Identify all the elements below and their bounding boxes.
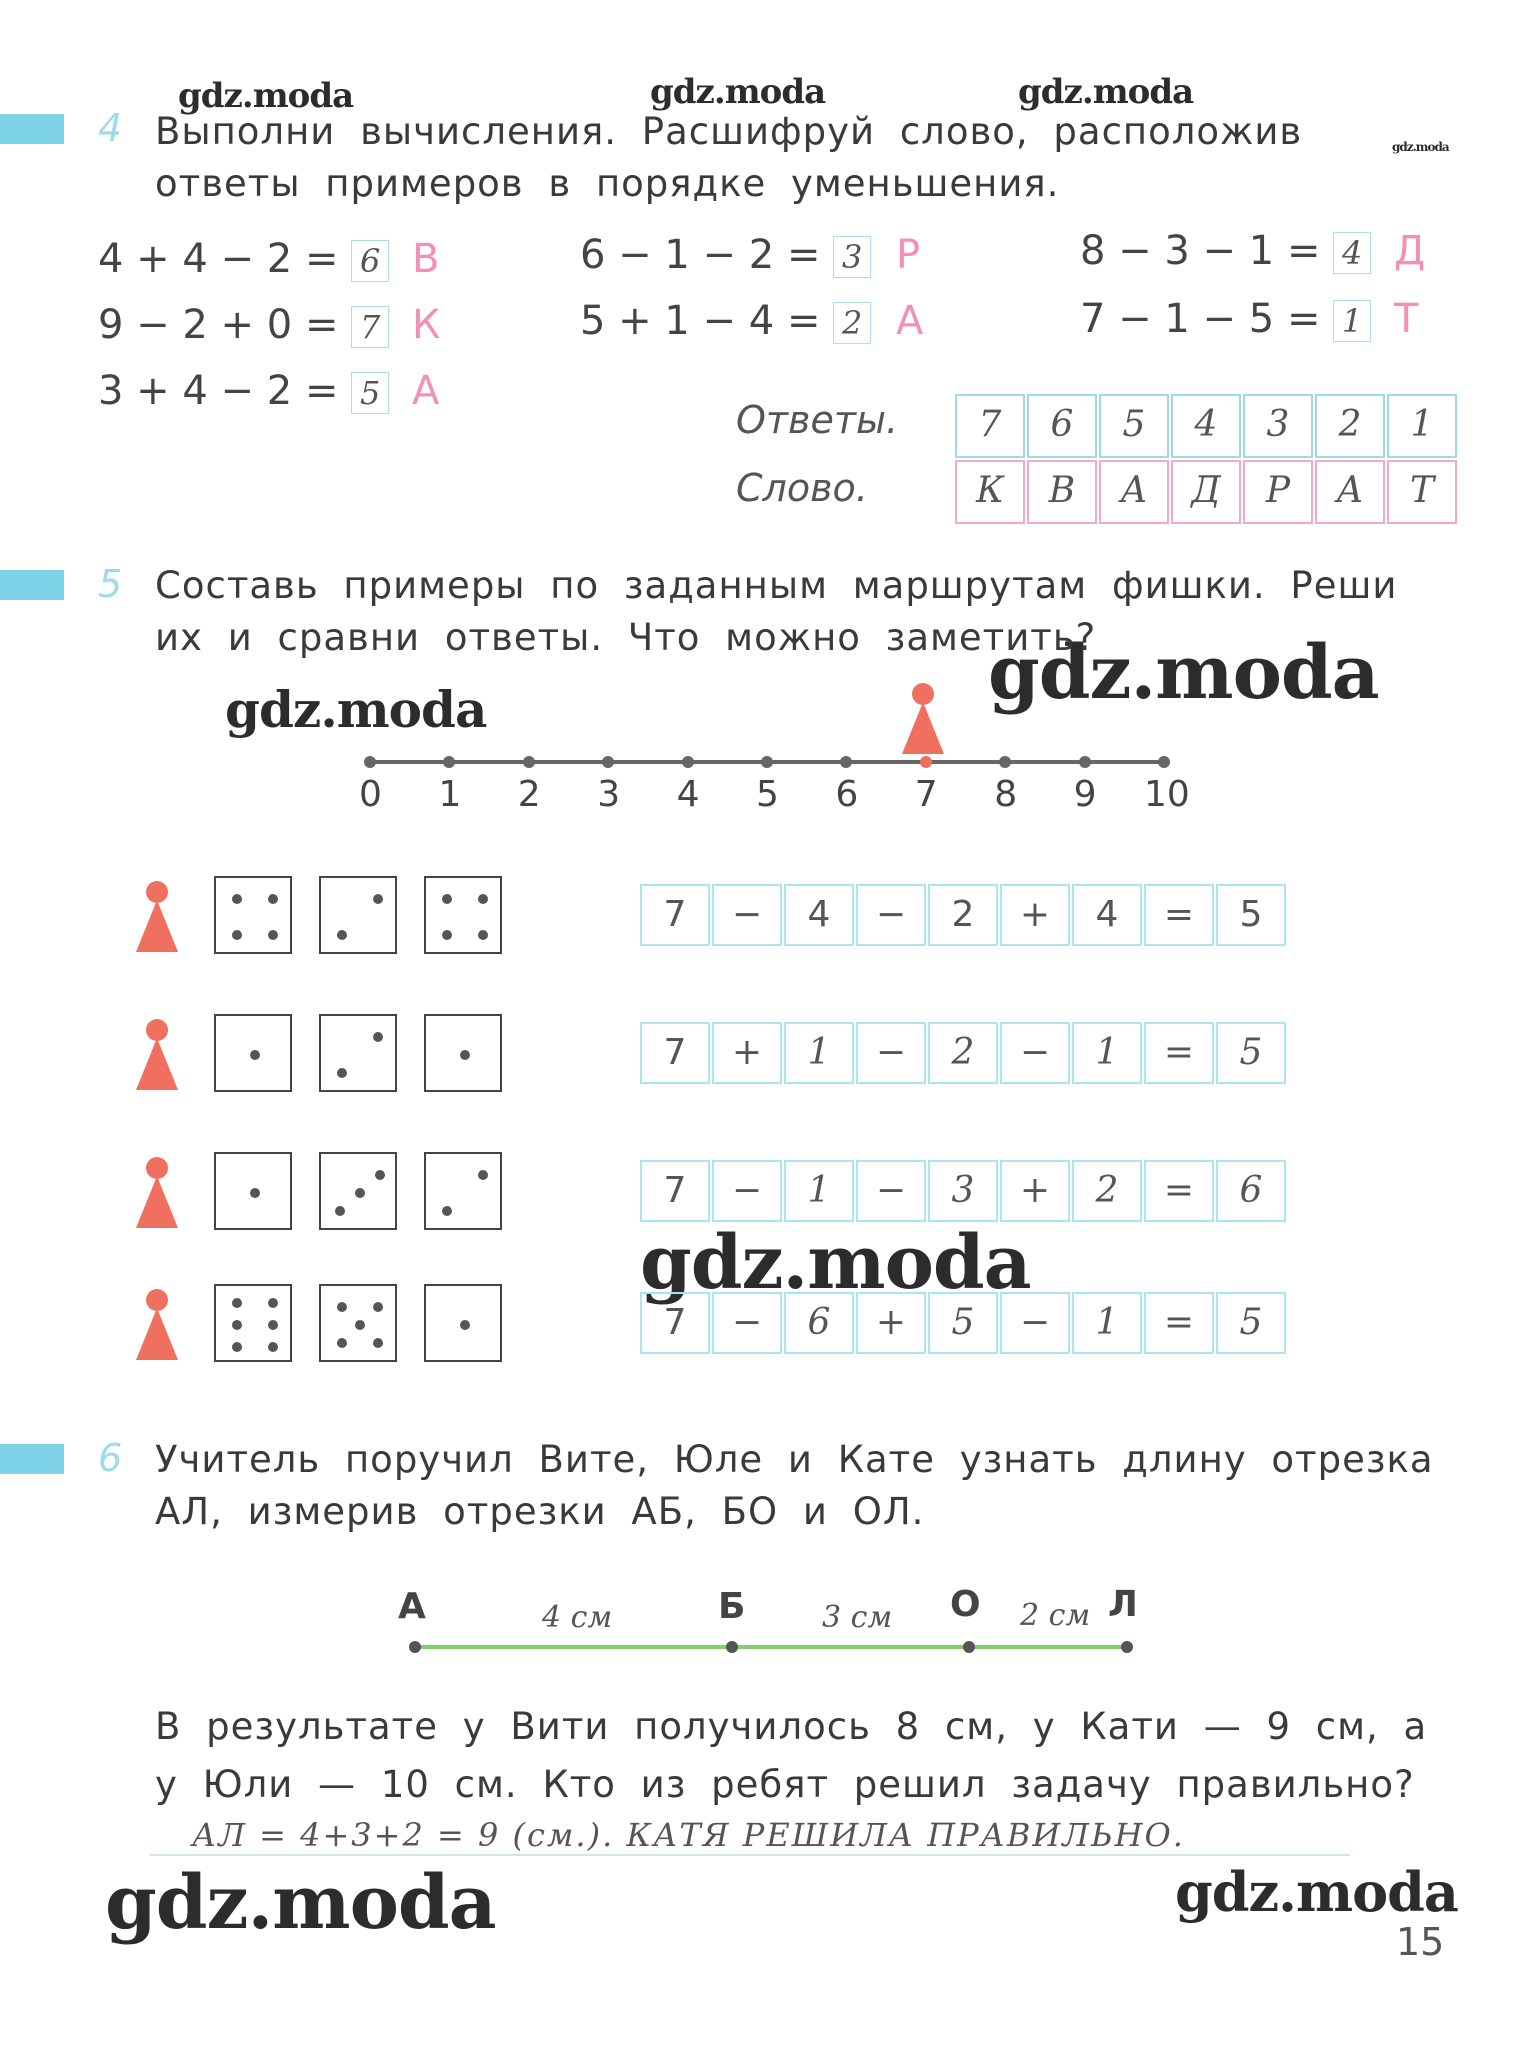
die-pip bbox=[442, 1206, 452, 1216]
die-pip bbox=[373, 1302, 383, 1312]
number-line-tick bbox=[1158, 756, 1170, 768]
word-cell: В bbox=[1027, 460, 1097, 524]
equation-cell: − bbox=[1000, 1022, 1070, 1084]
die-pip bbox=[268, 1298, 278, 1308]
answer-cell: 1 bbox=[1387, 394, 1457, 458]
die-pip bbox=[268, 1320, 278, 1330]
answer-box: 5 bbox=[351, 372, 389, 414]
die-icon bbox=[424, 1284, 502, 1362]
answer-box: 1 bbox=[1333, 300, 1371, 342]
equation-cell: 3 bbox=[928, 1160, 998, 1222]
cipher-letter: Т bbox=[1394, 296, 1419, 342]
task-text: Составь примеры по заданным маршрутам фишки. Реши их и сравни ответы. Что можно заметить? bbox=[155, 564, 1398, 659]
equation-cell: + bbox=[1000, 1160, 1070, 1222]
equation-cell: 1 bbox=[1072, 1022, 1142, 1084]
die-icon bbox=[214, 1014, 292, 1092]
die-icon bbox=[424, 1152, 502, 1230]
word-row bbox=[955, 460, 1459, 524]
equation-cell: 5 bbox=[1216, 884, 1286, 946]
number-line-tick bbox=[920, 756, 932, 768]
handwritten-answer: АЛ = 4+3+2 = 9 (см.). КАТЯ РЕШИЛА ПРАВИЛЬНО. bbox=[192, 1816, 1185, 1854]
word-cell: А bbox=[1099, 460, 1169, 524]
die-pip bbox=[373, 1338, 383, 1348]
die-pip bbox=[232, 1342, 242, 1352]
equation-cell: 5 bbox=[928, 1292, 998, 1354]
number-line-label: 6 bbox=[835, 774, 859, 815]
die-icon bbox=[214, 1284, 292, 1362]
die-pip bbox=[355, 1188, 365, 1198]
number-line-label: 4 bbox=[676, 774, 700, 815]
watermark: gdz.moda bbox=[178, 76, 354, 116]
answers-row bbox=[955, 394, 1459, 458]
die-pip bbox=[478, 930, 488, 940]
equation: 5 + 1 − 4 = 2 bbox=[580, 298, 871, 344]
task-tab bbox=[0, 570, 64, 600]
route-equation bbox=[640, 884, 1288, 946]
equation: 6 − 1 − 2 = 3 bbox=[580, 232, 871, 278]
number-line-tick bbox=[1079, 756, 1091, 768]
number-line-label: 2 bbox=[517, 774, 541, 815]
die-pip bbox=[250, 1050, 260, 1060]
die-icon bbox=[214, 1152, 292, 1230]
page-number: 15 bbox=[1396, 1920, 1445, 1964]
cipher-letter: К bbox=[412, 302, 441, 348]
answer-box: 3 bbox=[833, 236, 871, 278]
task-number: 5 bbox=[98, 562, 123, 606]
number-line-label: 8 bbox=[994, 774, 1018, 815]
answer-box: 4 bbox=[1333, 232, 1371, 274]
equation-cell: 4 bbox=[784, 884, 854, 946]
die-pip bbox=[478, 1170, 488, 1180]
equation-cell: − bbox=[856, 1022, 926, 1084]
equation: 3 + 4 − 2 = 5 bbox=[98, 368, 389, 414]
word-label: Слово. bbox=[736, 466, 868, 510]
equation-cell: 1 bbox=[784, 1160, 854, 1222]
die-pip bbox=[373, 1032, 383, 1042]
die-pip bbox=[337, 1302, 347, 1312]
die-pip bbox=[337, 1338, 347, 1348]
equation-cell: 7 bbox=[640, 884, 710, 946]
answers-label: Ответы. bbox=[736, 398, 899, 442]
segment-point bbox=[1121, 1641, 1133, 1653]
watermark: gdz.moda bbox=[1018, 72, 1194, 112]
segment-point bbox=[409, 1641, 421, 1653]
equation-cell: − bbox=[856, 1160, 926, 1222]
equation: 7 − 1 − 5 = 1 bbox=[1080, 296, 1371, 342]
number-line-label: 0 bbox=[359, 774, 382, 815]
point-label: Б bbox=[718, 1586, 746, 1627]
answer-box: 6 bbox=[351, 240, 389, 282]
word-cell: А bbox=[1315, 460, 1385, 524]
equation-cell: − bbox=[712, 1160, 782, 1222]
task-text: Выполни вычисления. Расшифруй слово, расположив ответы примеров в порядке уменьшения. bbox=[155, 110, 1303, 205]
number-line-label: 10 bbox=[1144, 774, 1190, 815]
number-line-label: 7 bbox=[914, 774, 938, 815]
word-cell: Д bbox=[1171, 460, 1241, 524]
number-line-label: 5 bbox=[756, 774, 779, 815]
task-text: Учитель поручил Вите, Юле и Кате узнать длину отрезка АЛ, измерив отрезки АБ, БО и ОЛ. bbox=[155, 1438, 1434, 1533]
cipher-letter: А bbox=[896, 298, 924, 344]
die-icon bbox=[424, 876, 502, 954]
number-line-tick bbox=[602, 756, 614, 768]
equation: 9 − 2 + 0 = 7 bbox=[98, 302, 389, 348]
watermark: gdz.moda bbox=[1392, 140, 1449, 154]
die-pip bbox=[375, 1170, 385, 1180]
die-pip bbox=[232, 1320, 242, 1330]
die-icon bbox=[319, 1284, 397, 1362]
number-line-tick bbox=[761, 756, 773, 768]
task-number: 6 bbox=[98, 1436, 123, 1480]
route-equation bbox=[640, 1022, 1288, 1084]
equation-cell: 5 bbox=[1216, 1022, 1286, 1084]
point-label: Л bbox=[1108, 1584, 1138, 1625]
number-line-tick bbox=[999, 756, 1011, 768]
number-line-tick bbox=[443, 756, 455, 768]
segment-length: 2 см bbox=[1020, 1598, 1091, 1633]
watermark: gdz.moda bbox=[650, 72, 826, 112]
word-cell: К bbox=[955, 460, 1025, 524]
pawn-icon bbox=[134, 878, 180, 954]
equation-cell: 7 bbox=[640, 1022, 710, 1084]
equation-cell: + bbox=[712, 1022, 782, 1084]
cipher-letter: А bbox=[412, 368, 440, 414]
equation-cell: − bbox=[712, 884, 782, 946]
number-line-tick bbox=[364, 756, 376, 768]
number-line-tick bbox=[682, 756, 694, 768]
answer-cell: 4 bbox=[1171, 394, 1241, 458]
number-line-tick bbox=[840, 756, 852, 768]
equation-cell: = bbox=[1144, 884, 1214, 946]
word-cell: Р bbox=[1243, 460, 1313, 524]
equation: 4 + 4 − 2 = 6 bbox=[98, 236, 389, 282]
number-line-label: 1 bbox=[438, 774, 462, 815]
die-pip bbox=[268, 894, 278, 904]
watermark: gdz.moda bbox=[225, 680, 487, 739]
cipher-letter: В bbox=[412, 236, 440, 282]
die-pip bbox=[335, 1206, 345, 1216]
number-line-tick bbox=[523, 756, 535, 768]
equation-cell: − bbox=[1000, 1292, 1070, 1354]
die-pip bbox=[232, 1298, 242, 1308]
die-pip bbox=[337, 930, 347, 940]
die-icon bbox=[424, 1014, 502, 1092]
die-pip bbox=[268, 1342, 278, 1352]
answer-cell: 2 bbox=[1315, 394, 1385, 458]
equation-cell: 7 bbox=[640, 1160, 710, 1222]
task-tab bbox=[0, 1444, 64, 1474]
point-label: О bbox=[950, 1584, 981, 1625]
equation: 8 − 3 − 1 = 4 bbox=[1080, 228, 1371, 274]
route-equation bbox=[640, 1292, 1288, 1354]
segment-length: 4 см bbox=[542, 1600, 613, 1635]
equation-cell: 6 bbox=[784, 1292, 854, 1354]
segment-point bbox=[963, 1641, 975, 1653]
equation-cell: − bbox=[712, 1292, 782, 1354]
word-cell: Т bbox=[1387, 460, 1457, 524]
answer-box: 2 bbox=[833, 302, 871, 344]
die-pip bbox=[442, 930, 452, 940]
equation-cell: + bbox=[856, 1292, 926, 1354]
die-pip bbox=[232, 894, 242, 904]
die-pip bbox=[373, 894, 383, 904]
segment-line bbox=[415, 1645, 1127, 1649]
segment-point bbox=[726, 1641, 738, 1653]
watermark: gdz.moda bbox=[105, 1860, 496, 1946]
answer-cell: 6 bbox=[1027, 394, 1097, 458]
die-pip bbox=[460, 1050, 470, 1060]
task-number: 4 bbox=[98, 106, 123, 150]
die-pip bbox=[232, 930, 242, 940]
die-pip bbox=[337, 1068, 347, 1078]
route-equation bbox=[640, 1160, 1288, 1222]
watermark: gdz.moda bbox=[1175, 1860, 1458, 1924]
answer-cell: 5 bbox=[1099, 394, 1169, 458]
equation-cell: 7 bbox=[640, 1292, 710, 1354]
answer-cell: 3 bbox=[1243, 394, 1313, 458]
die-icon bbox=[319, 1152, 397, 1230]
answer-box: 7 bbox=[351, 306, 389, 348]
segment-length: 3 см bbox=[822, 1600, 893, 1635]
pawn-icon bbox=[134, 1154, 180, 1230]
equation-cell: − bbox=[856, 884, 926, 946]
equation-cell: = bbox=[1144, 1160, 1214, 1222]
die-icon bbox=[319, 876, 397, 954]
equation-cell: + bbox=[1000, 884, 1070, 946]
equation-cell: 2 bbox=[1072, 1160, 1142, 1222]
watermark: gdz.moda bbox=[988, 630, 1379, 716]
answer-underline bbox=[150, 1854, 1350, 1856]
question-text: В результате у Вити получилось 8 см, у Кати — 9 см, а у Юли — 10 см. Кто из ребят решил задачу правильно? bbox=[155, 1705, 1428, 1806]
die-pip bbox=[355, 1320, 365, 1330]
die-pip bbox=[460, 1320, 470, 1330]
equation-cell: 1 bbox=[1072, 1292, 1142, 1354]
die-icon bbox=[319, 1014, 397, 1092]
answer-cell: 7 bbox=[955, 394, 1025, 458]
cipher-letter: Р bbox=[896, 232, 921, 278]
task-tab bbox=[0, 114, 64, 144]
pawn-icon bbox=[134, 1016, 180, 1092]
number-line-label: 9 bbox=[1073, 774, 1097, 815]
die-pip bbox=[478, 894, 488, 904]
die-pip bbox=[268, 930, 278, 940]
point-label: А bbox=[398, 1586, 426, 1627]
pawn-icon bbox=[900, 680, 946, 756]
equation-cell: = bbox=[1144, 1292, 1214, 1354]
pawn-icon bbox=[134, 1286, 180, 1362]
equation-cell: 2 bbox=[928, 1022, 998, 1084]
equation-cell: 5 bbox=[1216, 1292, 1286, 1354]
equation-cell: 2 bbox=[928, 884, 998, 946]
die-icon bbox=[214, 876, 292, 954]
equation-cell: 4 bbox=[1072, 884, 1142, 946]
equation-cell: 1 bbox=[784, 1022, 854, 1084]
watermark: gdz.moda bbox=[640, 1220, 1031, 1306]
equation-cell: = bbox=[1144, 1022, 1214, 1084]
equation-cell: 6 bbox=[1216, 1160, 1286, 1222]
die-pip bbox=[442, 894, 452, 904]
cipher-letter: Д bbox=[1394, 228, 1426, 274]
die-pip bbox=[250, 1188, 260, 1198]
number-line-label: 3 bbox=[597, 774, 621, 815]
